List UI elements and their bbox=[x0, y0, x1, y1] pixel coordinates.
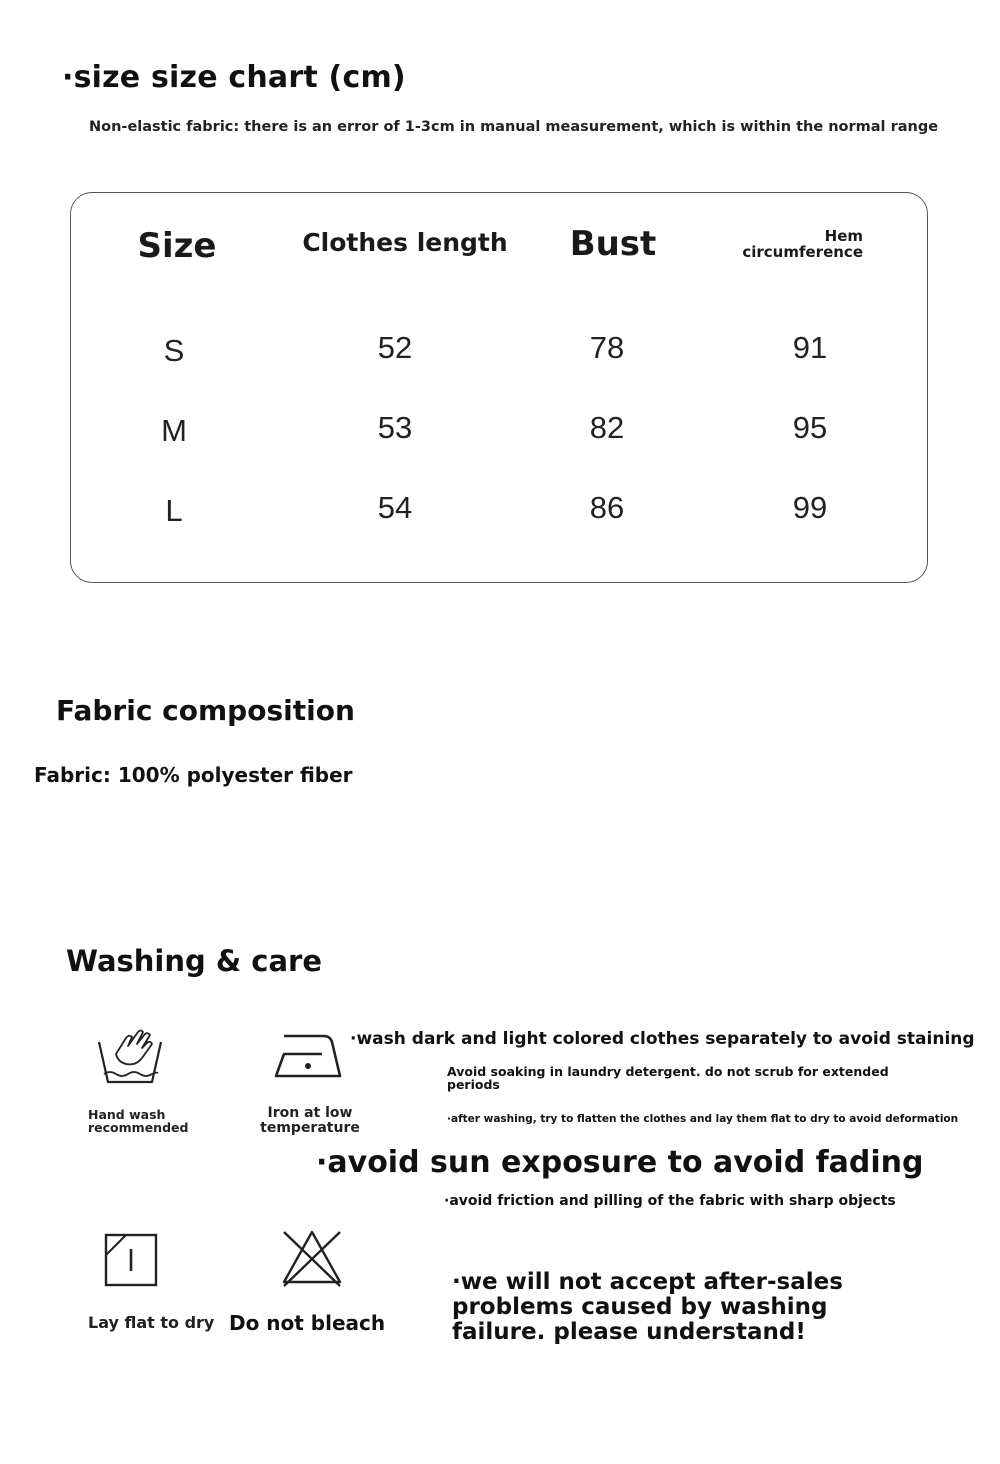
table-cell-hem: 95 bbox=[792, 410, 828, 445]
table-cell-bust: 78 bbox=[589, 330, 625, 365]
table-cell-bust: 82 bbox=[589, 410, 625, 445]
tip-avoid-soaking bbox=[447, 1065, 889, 1091]
table-cell-size: L bbox=[165, 493, 183, 528]
after-sales-line2: problems caused by washing bbox=[452, 1294, 828, 1320]
table-cell-length: 54 bbox=[377, 490, 413, 525]
tip-flatten-clothes: ·after washing, try to flatten the clothes and lay them flat to dry to avoid deformation bbox=[447, 1113, 959, 1125]
header-hem-line2: circumference bbox=[742, 243, 863, 261]
table-cell-hem: 91 bbox=[792, 330, 828, 365]
iron-label-line2: temperature bbox=[260, 1120, 360, 1136]
tip-avoid-soaking-line1: Avoid soaking in laundry detergent. do not scrub for extended bbox=[447, 1064, 889, 1079]
table-cell-size: M bbox=[161, 413, 187, 448]
hand-wash-label bbox=[88, 1108, 188, 1134]
hand-wash-label-line1: Hand wash bbox=[88, 1107, 166, 1122]
size-chart-note: Non-elastic fabric: there is an error of 1-3cm in manual measurement, which is within the normal range bbox=[89, 119, 939, 135]
table-cell-bust: 86 bbox=[589, 490, 625, 525]
size-chart-title: ·size size chart (cm) bbox=[62, 60, 406, 95]
lay-flat-dry-icon bbox=[104, 1233, 158, 1287]
hand-wash-label-line2: recommended bbox=[88, 1120, 189, 1135]
no-bleach-label: Do not bleach bbox=[229, 1311, 386, 1335]
header-size: Size bbox=[137, 226, 217, 266]
lay-flat-label: Lay flat to dry bbox=[88, 1313, 215, 1332]
washing-care-title: Washing & care bbox=[66, 944, 322, 978]
after-sales-line1: ·we will not accept after-sales bbox=[452, 1269, 843, 1295]
table-cell-hem: 99 bbox=[792, 490, 828, 525]
table-cell-length: 52 bbox=[377, 330, 413, 365]
header-hem-circumference bbox=[735, 228, 863, 260]
no-bleach-icon bbox=[280, 1228, 344, 1288]
header-bust: Bust bbox=[569, 224, 657, 264]
after-sales-notice bbox=[452, 1270, 843, 1345]
tip-avoid-sun: ·avoid sun exposure to avoid fading bbox=[316, 1145, 924, 1180]
header-hem-line1: Hem bbox=[824, 227, 863, 245]
tip-avoid-soaking-line2: periods bbox=[447, 1077, 500, 1092]
fabric-composition-title: Fabric composition bbox=[56, 694, 355, 727]
iron-label bbox=[254, 1106, 366, 1136]
iron-label-line1: Iron at low bbox=[267, 1105, 353, 1121]
iron-low-icon bbox=[272, 1030, 344, 1082]
header-clothes-length: Clothes length bbox=[302, 228, 508, 257]
table-cell-length: 53 bbox=[377, 410, 413, 445]
after-sales-line3: failure. please understand! bbox=[452, 1319, 806, 1345]
hand-wash-icon bbox=[96, 1024, 164, 1088]
tip-separate-colors: ·wash dark and light colored clothes separately to avoid staining bbox=[350, 1029, 975, 1049]
fabric-composition-text: Fabric: 100% polyester fiber bbox=[34, 763, 353, 787]
tip-avoid-friction: ·avoid friction and pilling of the fabric with sharp objects bbox=[444, 1193, 896, 1209]
table-cell-size: S bbox=[163, 333, 185, 368]
